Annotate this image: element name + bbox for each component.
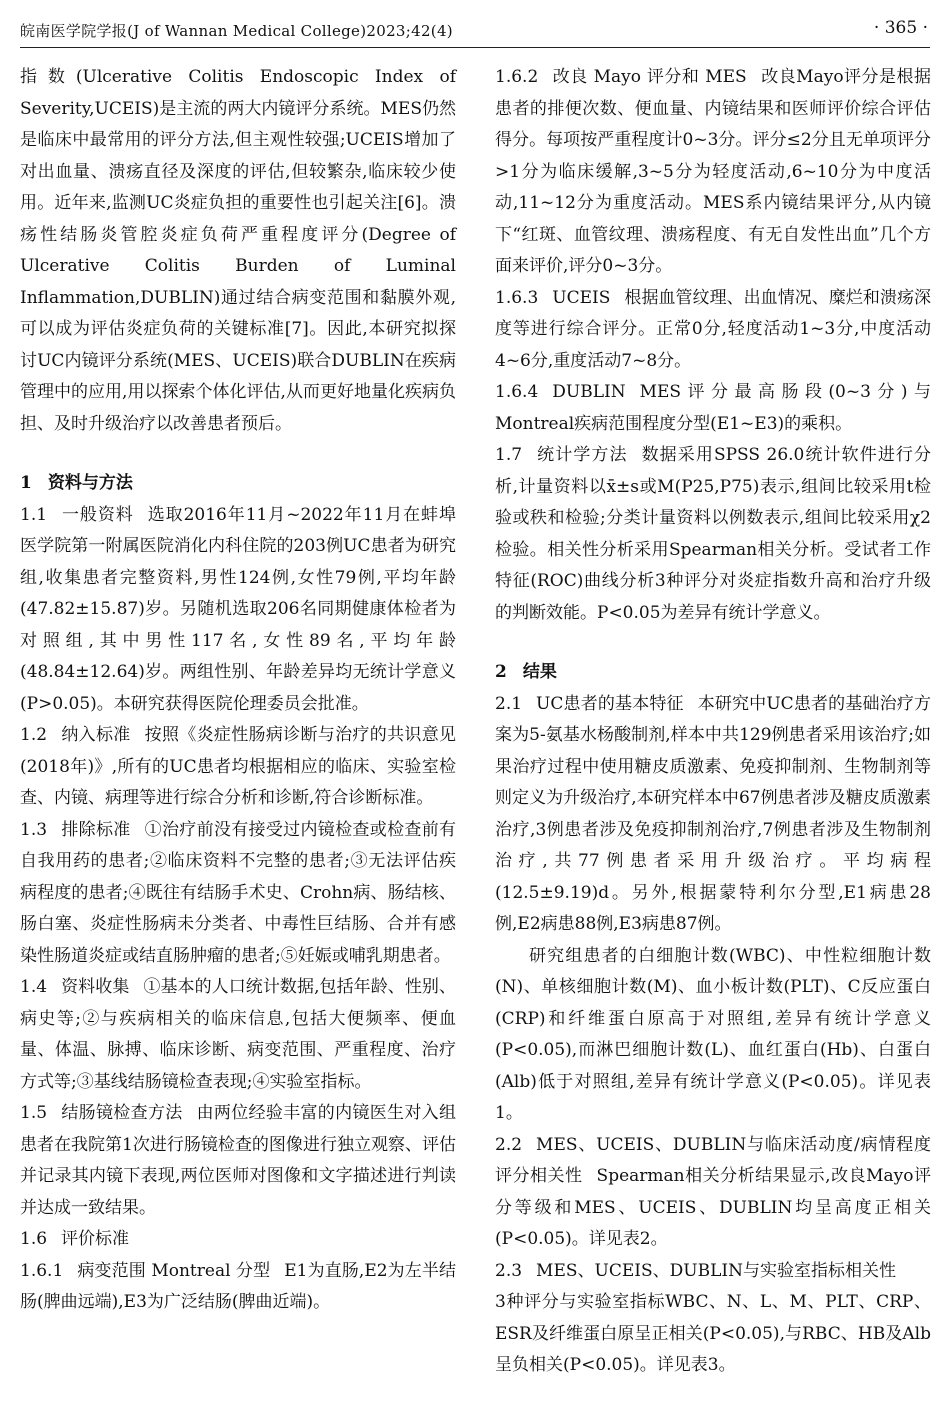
subsection-1-3 — [20, 815, 456, 973]
subsection-number: 1.6.1 — [20, 1260, 64, 1281]
results-paragraph: 研究组患者的白细胞计数(WBC)、中性粒细胞计数(N)、单核细胞计数(M)、血小板计数(PLT)、C反应蛋白(CRP)和纤维蛋白原高于对照组,差异有统计学意义(P<0.05),而淋巴细胞计数(L)、血红蛋白(Hb)、白蛋白(Alb)低于对照组,差异有统计学意义(P<0.05)。详见表1。 — [495, 945, 931, 1123]
section-number: 1 — [20, 473, 32, 493]
subsection-2-3 — [495, 1256, 931, 1288]
subsection-number: 2.1 — [495, 693, 523, 714]
subsection-text: 数据采用SPSS 26.0统计软件进行分析,计量资料以x̄±s或M(P25,P75)表示,组间比较采用t检验或秩和检验;分类计量资料以例数表示,组间比较采用χ2检验。相关性分析采用Spearman相关分析。受试者工作特征(ROC)曲线分析3种评分对炎症指数升高和治疗升级的判断效能。P<0.05为差异有统计学意义。 — [495, 445, 931, 623]
subsection-number: 2.2 — [495, 1134, 523, 1155]
intro-paragraph: 指数(Ulcerative Colitis Endoscopic Index of Severity,UCEIS)是主流的两大内镜评分系统。MES仍然是临床中最常用的评分方法,但主观性较强;UCEIS增加了对出血量、溃疡直径及深度的评估,但较繁杂,临床较少使用。近年来,监测UC炎症负担的重要性也引起关注[6]。溃疡性结肠炎管腔炎症负荷严重程度评分(Degree of Ulcerative Colitis Burden of Luminal Inflammation,DUBLIN)通过结合病变范围和黏膜外观,可以成为评估炎症负荷的关键标准[7]。因此,本研究拟探讨UC内镜评分系统(MES、UCEIS)联合DUBLIN在疾病管理中的应用,用以探索个体化评估,从而更好地量化疾病负担、及时升级治疗以改善患者预后。 — [20, 67, 456, 434]
subsection-title: MES、UCEIS、DUBLIN与临床活动度/病情程度评分相关性 — [495, 1134, 931, 1186]
header-rule — [20, 47, 930, 48]
subsection-1-6-1 — [20, 1256, 456, 1319]
subsection-title: 改良 Mayo 评分和 MES — [552, 67, 747, 87]
subsection-1-6-4 — [495, 377, 931, 440]
section-title: 资料与方法 — [47, 473, 133, 493]
subsection-title: 资料收集 — [61, 977, 130, 997]
section-heading — [495, 629, 931, 689]
subsection-title: 统计学方法 — [536, 445, 628, 465]
subsection-title: DUBLIN — [552, 382, 626, 402]
subsection-1-5 — [20, 1098, 456, 1224]
subsection-number: 1.3 — [20, 819, 48, 840]
subsection-number: 1.6.3 — [495, 287, 539, 308]
subsection-number: 1.1 — [20, 504, 48, 525]
subsection-1-6-3 — [495, 283, 931, 378]
subsection-title: 排除标准 — [61, 819, 131, 840]
subsection-title: MES、UCEIS、DUBLIN与实验室指标相关性 — [536, 1260, 896, 1281]
section-heading — [20, 440, 456, 500]
section-title: 结果 — [522, 662, 557, 682]
subsection-number: 1.6.2 — [495, 67, 539, 87]
subsection-title: 一般资料 — [61, 504, 134, 525]
subsection-title: 纳入标准 — [61, 725, 131, 745]
journal-header: 皖南医学院学报(J of Wannan Medical College)2023;42(4) — [20, 22, 453, 40]
page-number: · 365 · — [873, 18, 928, 38]
subsection-text: 按照《炎症性肠病诊断与治疗的共识意见(2018年)》,所有的UC患者均根据相应的临床、实验室检查、内镜、病理等进行综合分析和诊断,符合诊断标准。 — [20, 725, 457, 808]
left-column — [20, 62, 456, 1319]
subsection-text: E1为直肠,E2为左半结肠(脾曲远端),E3为广泛结肠(脾曲近端)。 — [20, 1260, 456, 1312]
subsection-2-2 — [495, 1130, 931, 1256]
subsection-text: 选取2016年11月~2022年11月在蚌埠医学院第一附属医院消化内科住院的203例UC患者为研究组,收集患者完整资料,男性124例,女性79例,平均年龄(47.82±15.87)岁。另随机选取206名同期健康体检者为对照组,其中男性117名,女性89名,平均年龄(48.84±12.64)岁。两组性别、年龄差异均无统计学意义(P>0.05)。本研究获得医院伦理委员会批准。 — [20, 504, 456, 714]
subsection-1-7 — [495, 440, 931, 629]
subsection-number: 1.5 — [20, 1103, 48, 1123]
subsection-number: 1.2 — [20, 725, 48, 745]
subsection-number: 2.3 — [495, 1260, 523, 1281]
subsection-2-1 — [495, 689, 931, 941]
subsection-1-6 — [20, 1224, 456, 1256]
subsection-number: 1.6.4 — [495, 382, 539, 402]
subsection-title: 结肠镜检查方法 — [61, 1103, 183, 1123]
subsection-text: 由两位经验丰富的内镜医生对入组患者在我院第1次进行肠镜检查的图像进行独立观察、评估并记录其内镜下表现,两位医师对图像和文字描述进行判读并达成一致结果。 — [20, 1103, 457, 1218]
right-column — [495, 62, 931, 1382]
subsection-title: 病变范围 Montreal 分型 — [77, 1260, 271, 1281]
subsection-text: ①治疗前没有接受过内镜检查或检查前有自我用药的患者;②临床资料不完整的患者;③无法评估疾病程度的患者;④既往有结肠手术史、Crohn病、肠结核、肠白塞、炎症性肠病未分类者、中毒性巨结肠、合并有感染性肠道炎症或结直肠肿瘤的患者;⑤妊娠或哺乳期患者。 — [20, 819, 457, 966]
subsection-title: UCEIS — [552, 287, 611, 308]
subsection-number: 1.6 — [20, 1229, 48, 1249]
subsection-2-3-text: 3种评分与实验室指标WBC、N、L、M、PLT、CRP、ESR及纤维蛋白原呈正相关(P<0.05),与RBC、HB及Alb呈负相关(P<0.05)。详见表3。 — [495, 1292, 931, 1375]
subsection-title: UC患者的基本特征 — [536, 693, 684, 714]
subsection-text: 根据血管纹理、出血情况、糜烂和溃疡深度等进行综合评分。正常0分,轻度活动1~3分,中度活动4~6分,重度活动7~8分。 — [495, 287, 931, 371]
subsection-text: 本研究中UC患者的基础治疗方案为5-氨基水杨酸制剂,样本中共129例患者采用该治疗;如果治疗过程中使用糖皮质激素、免疫抑制剂、生物制剂等则定义为升级治疗,本研究样本中67例患者涉及糖皮质激素治疗,3例患者涉及免疫抑制剂治疗,7例患者涉及生物制剂治疗,共77例患者采用升级治疗。平均病程(12.5±9.19)d。另外,根据蒙特利尔分型,E1病患28例,E2病患88例,E3病患87例。 — [495, 693, 931, 934]
subsection-1-1 — [20, 500, 456, 721]
subsection-text: Spearman相关分析结果显示,改良Mayo评分等级和MES、UCEIS、DUBLIN均呈高度正相关(P<0.05)。详见表2。 — [495, 1166, 931, 1249]
subsection-title: 评价标准 — [61, 1229, 130, 1249]
subsection-1-2 — [20, 720, 456, 815]
subsection-text: MES评分最高肠段(0~3分)与Montreal疾病范围程度分型(E1~E3)的乘积。 — [495, 382, 931, 434]
subsection-number: 1.7 — [495, 445, 523, 465]
subsection-number: 1.4 — [20, 977, 48, 997]
subsection-text: ①基本的人口统计数据,包括年龄、性别、病史等;②与疾病相关的临床信息,包括大便频率、便血量、体温、脉搏、临床诊断、病变范围、严重程度、治疗方式等;③基线结肠镜检查表现;④实验室指标。 — [20, 977, 457, 1092]
subsection-text: 改良Mayo评分是根据患者的排便次数、便血量、内镜结果和医师评价综合评估得分。每项按严重程度计0~3分。评分≤2分且无单项评分>1分为临床缓解,3~5分为轻度活动,6~10分为中度活动,11~12分为重度活动。MES系内镜结果评分,从内镜下“红斑、血管纹理、溃疡程度、有无自发性出血”几个方面来评价,评分0~3分。 — [495, 67, 931, 276]
section-number: 2 — [495, 662, 507, 682]
subsection-1-6-2 — [495, 62, 931, 283]
subsection-1-4 — [20, 972, 456, 1098]
